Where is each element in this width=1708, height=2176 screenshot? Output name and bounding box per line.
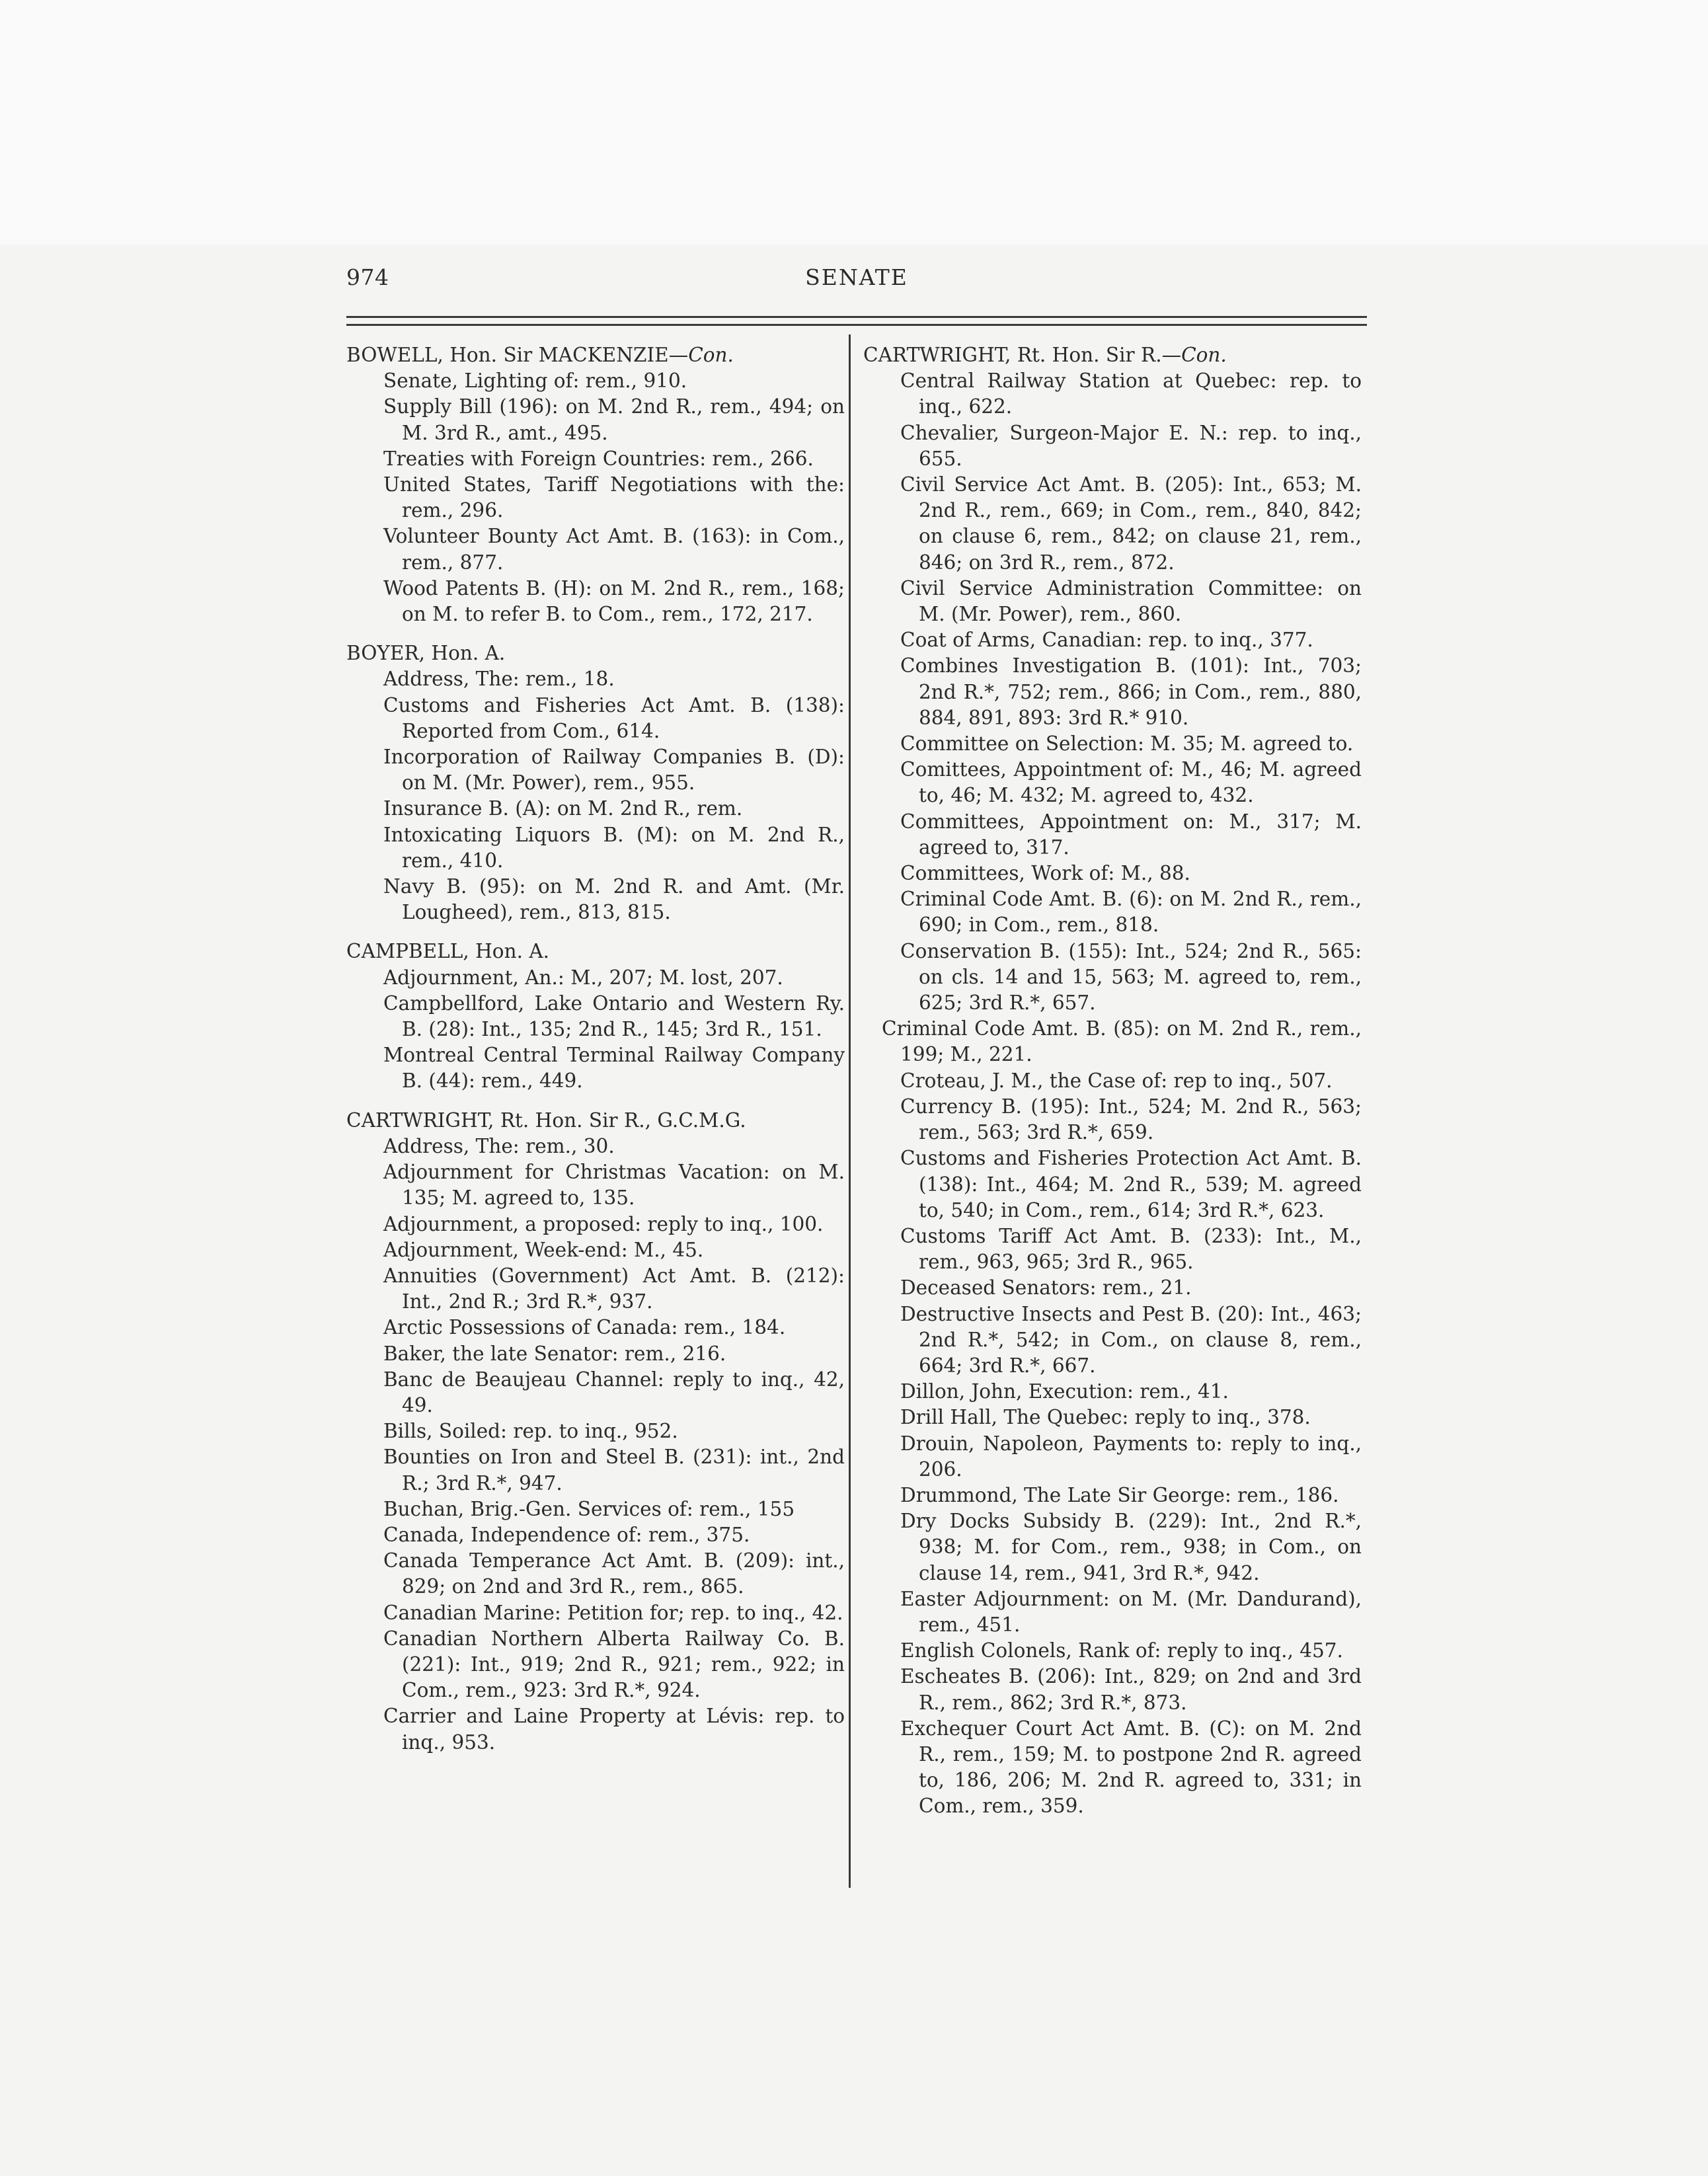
index-entry: Senate, Lighting of: rem., 910. bbox=[383, 369, 687, 393]
page-number: 974 bbox=[346, 264, 389, 290]
index-entry: Banc de Beaujeau Channel: reply to inq., 42, 49. bbox=[383, 1368, 845, 1417]
index-entry: Drummond, The Late Sir George: rem., 186. bbox=[900, 1483, 1339, 1506]
index-entry: Escheates B. (206): Int., 829; on 2nd and 3rd R., rem., 862; 3rd R.*, 873. bbox=[900, 1665, 1362, 1714]
index-entry: Criminal Code Amt. B. (85): on M. 2nd R., rem., 199; M., 221. bbox=[882, 1017, 1362, 1066]
index-entry: Montreal Central Terminal Railway Company B. (44): rem., 449. bbox=[383, 1044, 845, 1093]
running-head: SENATE bbox=[805, 264, 908, 290]
index-entry: Adjournment for Christmas Vacation: on M. 135; M. agreed to, 135. bbox=[383, 1161, 845, 1210]
index-entry: Volunteer Bounty Act Amt. B. (163): in Com., rem., 877. bbox=[383, 525, 845, 574]
index-entry: Croteau, J. M., the Case of: rep to inq., 507. bbox=[900, 1069, 1333, 1092]
index-entry: Easter Adjournment: on M. (Mr. Dandurand), rem., 451. bbox=[900, 1587, 1362, 1636]
index-entry: Navy B. (95): on M. 2nd R. and Amt. (Mr. Lougheed), rem., 813, 815. bbox=[383, 875, 845, 924]
header-rule-bottom bbox=[346, 324, 1367, 326]
index-entry: Customs and Fisheries Protection Act Amt. B. (138): Int., 464; M. 2nd R., 539; M. agreed to, 540; in Com., rem., 614; 3rd R.*, 623. bbox=[900, 1147, 1362, 1222]
index-section bbox=[346, 342, 845, 627]
header-rule-top bbox=[346, 316, 1367, 318]
index-entry: Civil Service Act Amt. B. (205): Int., 653; M. 2nd R., rem., 669; in Com., rem., 840, 842; on clause 6, rem., 842; on clause 21, rem., 846; on 3rd R., rem., 872. bbox=[900, 473, 1362, 574]
index-entry: Baker, the late Senator: rem., 216. bbox=[383, 1342, 726, 1365]
index-entry: English Colonels, Rank of: reply to inq., 457. bbox=[900, 1639, 1343, 1662]
section-heading: CARTWRIGHT, Rt. Hon. Sir R.—Con. bbox=[863, 344, 1227, 366]
index-entry: Buchan, Brig.-Gen. Services of: rem., 155 bbox=[383, 1497, 795, 1520]
index-entry: Destructive Insects and Pest B. (20): Int., 463; 2nd R.*, 542; in Com., on clause 8, rem., 664; 3rd R.*, 667. bbox=[900, 1302, 1362, 1377]
index-section bbox=[346, 939, 845, 1094]
index-entry: Central Railway Station at Quebec: rep. to inq., 622. bbox=[900, 369, 1362, 418]
index-entry: United States, Tariff Negotiations with the: rem., 296. bbox=[383, 473, 845, 522]
index-entry: Annuities (Government) Act Amt. B. (212): Int., 2nd R.; 3rd R.*, 937. bbox=[383, 1264, 845, 1313]
index-entry: Drouin, Napoleon, Payments to: reply to inq., 206. bbox=[900, 1432, 1362, 1481]
index-entry: Campbellford, Lake Ontario and Western Ry. B. (28): Int., 135; 2nd R., 145; 3rd R., 151. bbox=[383, 991, 845, 1041]
index-entry: Bounties on Iron and Steel B. (231): int., 2nd R.; 3rd R.*, 947. bbox=[383, 1446, 845, 1495]
index-entry: Canada Temperance Act Amt. B. (209): int., 829; on 2nd and 3rd R., rem., 865. bbox=[383, 1549, 845, 1598]
index-entry: Dillon, John, Execution: rem., 41. bbox=[900, 1380, 1229, 1403]
index-entry: Dry Docks Subsidy B. (229): Int., 2nd R.*, 938; M. for Com., rem., 938; in Com., on clause 14, rem., 941, 3rd R.*, 942. bbox=[900, 1510, 1362, 1584]
index-entry: Customs Tariff Act Amt. B. (233): Int., M., rem., 963, 965; 3rd R., 965. bbox=[900, 1224, 1362, 1274]
index-entry: Intoxicating Liquors B. (M): on M. 2nd R., rem., 410. bbox=[383, 823, 845, 872]
index-entry: Comittees, Appointment of: M., 46; M. agreed to, 46; M. 432; M. agreed to, 432. bbox=[900, 758, 1362, 807]
index-entry: Exchequer Court Act Amt. B. (C): on M. 2nd R., rem., 159; M. to postpone 2nd R. agreed to, 186, 206; M. 2nd R. agreed to, 331; in Com., rem., 359. bbox=[900, 1717, 1362, 1818]
section-heading: CAMPBELL, Hon. A. bbox=[346, 940, 549, 963]
index-entry: Canadian Marine: Petition for; rep. to inq., 42. bbox=[383, 1601, 843, 1624]
index-entry: Supply Bill (196): on M. 2nd R., rem., 494; on M. 3rd R., amt., 495. bbox=[383, 395, 845, 444]
index-entry: Criminal Code Amt. B. (6): on M. 2nd R., rem., 690; in Com., rem., 818. bbox=[900, 888, 1362, 937]
right-column bbox=[863, 342, 1362, 1820]
section-heading: CARTWRIGHT, Rt. Hon. Sir R., G.C.M.G. bbox=[346, 1108, 746, 1132]
section-heading: BOWELL, Hon. Sir MACKENZIE—Con. bbox=[346, 344, 734, 366]
index-entry: Incorporation of Railway Companies B. (D): on M. (Mr. Power), rem., 955. bbox=[383, 746, 845, 795]
page-header bbox=[346, 264, 1367, 297]
index-entry: Customs and Fisheries Act Amt. B. (138): Reported from Com., 614. bbox=[383, 693, 845, 742]
index-entry: Drill Hall, The Quebec: reply to inq., 378. bbox=[900, 1406, 1311, 1429]
index-entry: Adjournment, a proposed: reply to inq., 100. bbox=[383, 1212, 824, 1235]
index-entry: Committee on Selection: M. 35; M. agreed to. bbox=[900, 732, 1354, 756]
index-entry: Address, The: rem., 18. bbox=[383, 668, 615, 691]
index-section bbox=[346, 641, 845, 925]
index-entry: Insurance B. (A): on M. 2nd R., rem. bbox=[383, 797, 743, 820]
index-entry: Canadian Northern Alberta Railway Co. B. (221): Int., 919; 2nd R., 921; rem., 922; in Com., rem., 923: 3rd R.*, 924. bbox=[383, 1627, 845, 1702]
index-entry: Deceased Senators: rem., 21. bbox=[900, 1276, 1192, 1300]
index-entry: Combines Investigation B. (101): Int., 703; 2nd R.*, 752; rem., 866; in Com., rem., 880, 884, 891, 893: 3rd R.* 910. bbox=[900, 654, 1362, 729]
index-entry: Canada, Independence of: rem., 375. bbox=[383, 1523, 750, 1546]
index-entry: Coat of Arms, Canadian: rep. to inq., 377. bbox=[900, 629, 1313, 652]
index-entry: Arctic Possessions of Canada: rem., 184. bbox=[383, 1316, 786, 1339]
index-entry: Bills, Soiled: rep. to inq., 952. bbox=[383, 1420, 678, 1443]
section-heading: BOYER, Hon. A. bbox=[346, 642, 506, 665]
index-entry: Adjournment, Week-end: M., 45. bbox=[383, 1238, 704, 1261]
index-entry: Civil Service Administration Committee: on M. (Mr. Power), rem., 860. bbox=[900, 576, 1362, 626]
index-entry: Currency B. (195): Int., 524; M. 2nd R., 563; rem., 563; 3rd R.*, 659. bbox=[900, 1095, 1362, 1144]
column-divider bbox=[849, 334, 851, 1888]
scan-top-band bbox=[0, 0, 1708, 245]
left-column bbox=[346, 342, 845, 1756]
index-entry: Carrier and Laine Property at Lévis: rep. to inq., 953. bbox=[383, 1705, 845, 1754]
index-section bbox=[346, 1108, 845, 1756]
index-entry: Address, The: rem., 30. bbox=[383, 1134, 615, 1157]
index-entry: Committees, Appointment on: M., 317; M. agreed to, 317. bbox=[900, 810, 1362, 859]
index-entry: Chevalier, Surgeon-Major E. N.: rep. to inq., 655. bbox=[900, 421, 1362, 470]
index-entry: Adjournment, An.: M., 207; M. lost, 207. bbox=[383, 966, 783, 989]
index-entry: Committees, Work of: M., 88. bbox=[900, 862, 1190, 885]
index-section bbox=[863, 342, 1362, 1820]
index-entry: Treaties with Foreign Countries: rem., 266. bbox=[383, 447, 814, 470]
index-entry: Wood Patents B. (H): on M. 2nd R., rem., 168; on M. to refer B. to Com., rem., 172, 217. bbox=[383, 576, 845, 626]
index-entry: Conservation B. (155): Int., 524; 2nd R., 565: on cls. 14 and 15, 563; M. agreed to, rem., 625; 3rd R.*, 657. bbox=[900, 939, 1362, 1015]
